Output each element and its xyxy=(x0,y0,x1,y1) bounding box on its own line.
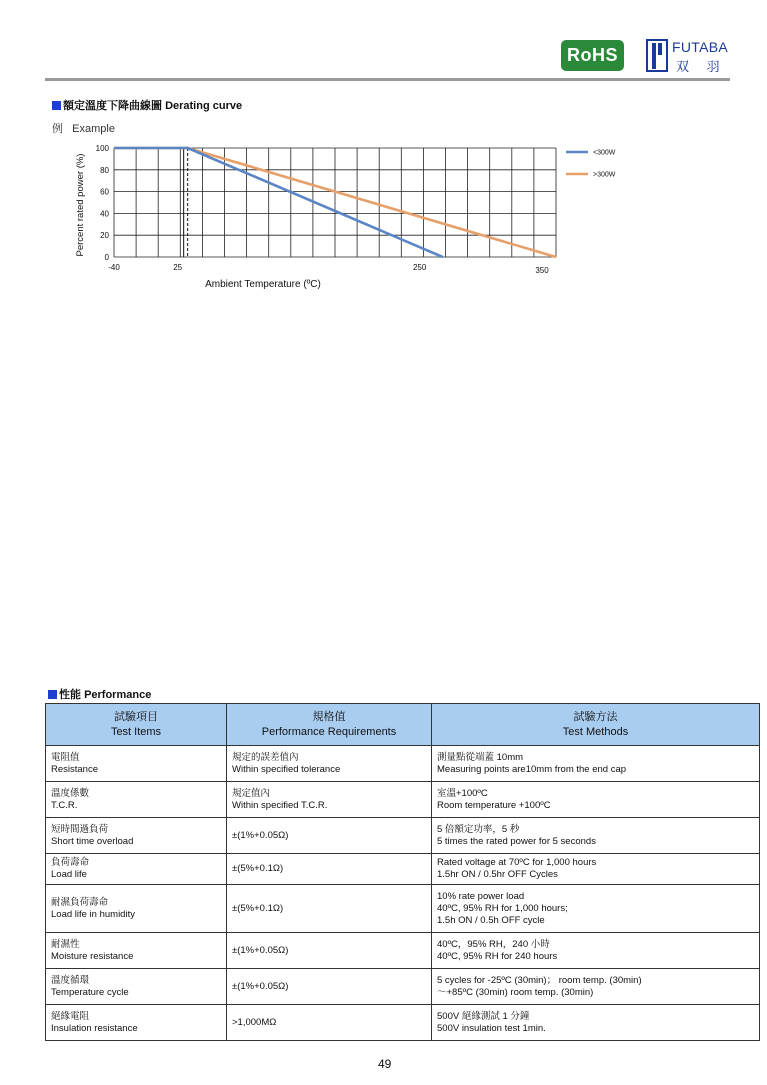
table-row xyxy=(46,885,760,933)
test-item-cell: 負荷壽命 Load life xyxy=(46,854,227,885)
page-number: 49 xyxy=(378,1057,392,1071)
table-header-row xyxy=(46,704,760,746)
header-test-methods: 試驗方法 Test Methods xyxy=(432,704,760,746)
test-item-cell: 耐濕負荷壽命 Load life in humidity xyxy=(46,885,227,933)
test-item-cell: 耐濕性 Moisture resistance xyxy=(46,933,227,969)
test-method-cell: 室溫+100ºC Room temperature +100ºC xyxy=(432,782,760,818)
header-divider xyxy=(45,78,730,81)
requirement-cell: >1,000MΩ xyxy=(227,1005,432,1041)
requirement-cell: ±(1%+0.05Ω) xyxy=(227,933,432,969)
requirement-cell: 規定值內 Within specified T.C.R. xyxy=(227,782,432,818)
requirement-cell: ±(5%+0.1Ω) xyxy=(227,854,432,885)
derating-chart xyxy=(70,140,630,300)
performance-table xyxy=(45,703,760,1041)
y-tick-label: 60 xyxy=(100,187,109,197)
brand-name-en: FUTABA xyxy=(672,39,728,55)
table-row xyxy=(46,746,760,782)
x-tick-label: 25 xyxy=(173,263,183,272)
test-method-cell: 10% rate power load 40ºC, 95% RH for 1,000 hours; 1.5h ON / 0.5h OFF cycle xyxy=(432,885,760,933)
derating-section-title xyxy=(52,97,242,113)
test-item-cell: 絕緣電阻 Insulation resistance xyxy=(46,1005,227,1041)
bullet-square-icon xyxy=(52,101,61,110)
requirement-cell: ±(1%+0.05Ω) xyxy=(227,818,432,854)
test-method-cell: 500V 絕緣測試 1 分鐘 500V insulation test 1min. xyxy=(432,1005,760,1041)
performance-section-title xyxy=(48,686,151,702)
chart-y-axis-label: Percent rated power (%) xyxy=(75,153,86,257)
y-tick-label: 0 xyxy=(104,253,109,262)
test-item-cell: 電阻值 Resistance xyxy=(46,746,227,782)
chart-x-axis-label: Ambient Temperature (ºC) xyxy=(205,279,321,290)
bullet-square-icon xyxy=(48,690,57,699)
table-row xyxy=(46,854,760,885)
brand-name-cn: 双 羽 xyxy=(676,59,721,74)
test-method-cell: Rated voltage at 70ºC for 1,000 hours 1.5hr ON / 0.5hr OFF Cycles xyxy=(432,854,760,885)
table-row xyxy=(46,933,760,969)
y-tick-label: 80 xyxy=(100,165,109,175)
derating-title-cn: 額定溫度下降曲線圖 xyxy=(63,100,162,112)
table-row xyxy=(46,782,760,818)
header-performance-requirements: 規格值 Performance Requirements xyxy=(227,704,432,746)
derating-title-en: Derating curve xyxy=(165,100,243,112)
y-tick-label: 20 xyxy=(100,231,109,241)
legend-label: >300W xyxy=(593,171,616,179)
series-line xyxy=(114,148,443,257)
performance-title-en: Performance xyxy=(84,689,152,701)
example-label xyxy=(52,120,115,136)
requirement-cell: 規定的誤差值內 Within specified tolerance xyxy=(227,746,432,782)
futaba-logo-icon xyxy=(646,39,668,72)
header-test-items: 試驗項目 Test Items xyxy=(46,704,227,746)
legend-label: <300W xyxy=(593,149,616,157)
test-method-cell: 40ºC，95% RH，240 小時 40ºC, 95% RH for 240 hours xyxy=(432,933,760,969)
test-method-cell: 5 cycles for -25ºC (30min)； room temp. (30min) ～+85ºC (30min) room temp. (30min) xyxy=(432,969,760,1005)
table-row xyxy=(46,818,760,854)
y-tick-label: 40 xyxy=(100,209,109,219)
requirement-cell: ±(1%+0.05Ω) xyxy=(227,969,432,1005)
table-row xyxy=(46,1005,760,1041)
table-row xyxy=(46,969,760,1005)
test-item-cell: 溫度循環 Temperature cycle xyxy=(46,969,227,1005)
example-label-en: Example xyxy=(72,123,115,135)
rohs-badge: RoHS xyxy=(561,40,624,71)
performance-title-cn: 性能 xyxy=(59,689,81,701)
test-item-cell: 溫度係數 T.C.R. xyxy=(46,782,227,818)
x-tick-label: 250 xyxy=(412,263,427,272)
test-method-cell: 測量點從端蓋 10mm Measuring points are10mm from the end cap xyxy=(432,746,760,782)
x-tick-label: 350 xyxy=(535,266,549,275)
test-item-cell: 短時間過負荷 Short time overload xyxy=(46,818,227,854)
requirement-cell: ±(5%+0.1Ω) xyxy=(227,885,432,933)
x-tick-label: -40 xyxy=(108,263,120,272)
y-tick-label: 100 xyxy=(95,144,109,153)
example-label-cn: 例 xyxy=(52,123,63,135)
test-method-cell: 5 倍額定功率，5 秒 5 times the rated power for 5 seconds xyxy=(432,818,760,854)
